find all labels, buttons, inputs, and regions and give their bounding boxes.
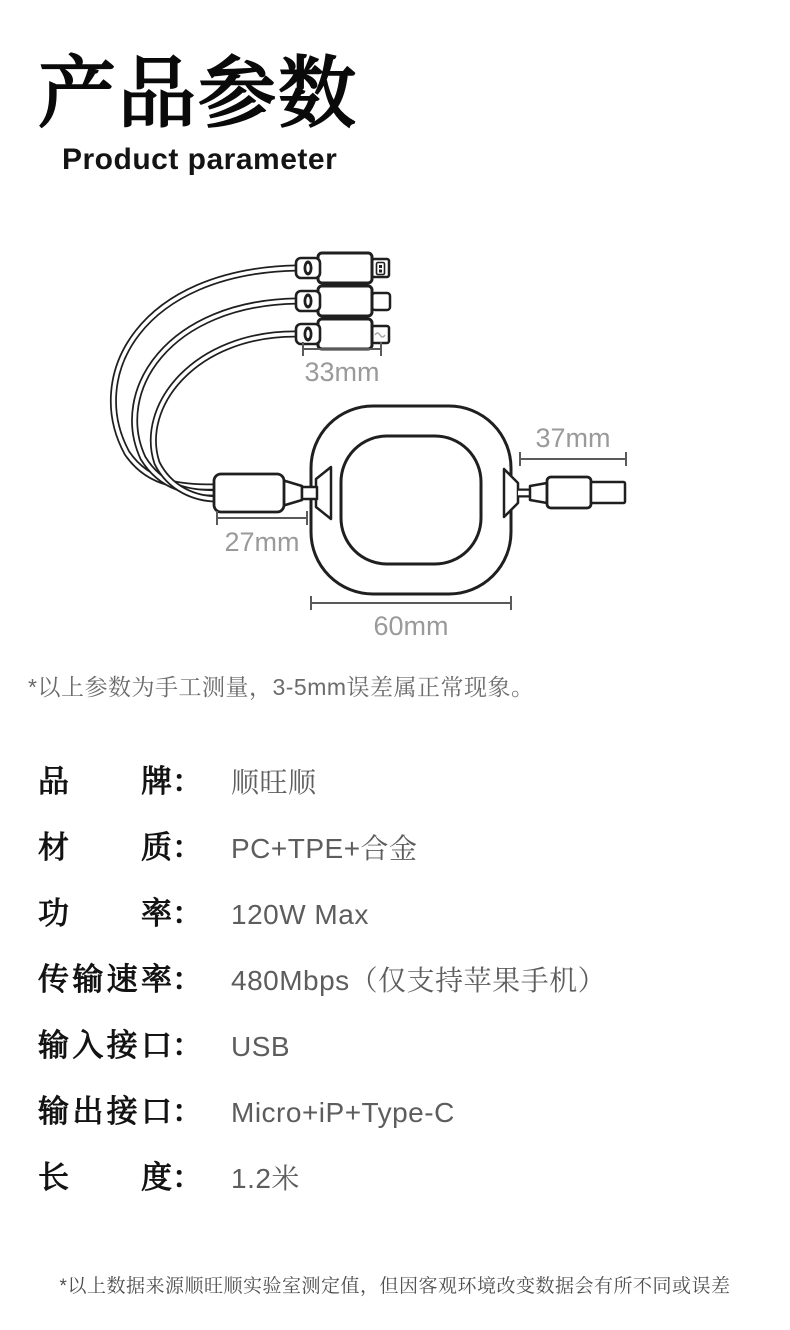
dimension-33mm bbox=[303, 342, 381, 387]
spec-value: 480Mbps（仅支持苹果手机） bbox=[231, 965, 607, 997]
spec-value: Micro+iP+Type-C bbox=[231, 1097, 455, 1129]
lightning-connector bbox=[296, 319, 389, 349]
spec-row bbox=[38, 888, 790, 932]
spec-value: 120W Max bbox=[231, 899, 369, 931]
spec-value: PC+TPE+合金 bbox=[231, 833, 418, 865]
reel-right-flange bbox=[504, 469, 518, 517]
dim-60mm-label: 60mm bbox=[373, 611, 449, 642]
spec-value: USB bbox=[231, 1031, 291, 1063]
measure-note: *以上参数为手工测量，3-5mm误差属正常现象。 bbox=[28, 674, 535, 701]
usb-a-plug bbox=[518, 477, 625, 508]
spec-label: 材 质 bbox=[38, 830, 172, 866]
page-subtitle: Product parameter bbox=[62, 143, 338, 177]
footer-note: *以上数据来源顺旺顺实验室测定值，但因客观环境改变数据会有所不同或误差 bbox=[59, 1276, 731, 1297]
spec-row bbox=[38, 954, 790, 998]
spec-value: 1.2米 bbox=[231, 1163, 300, 1195]
spec-row bbox=[38, 756, 790, 800]
spec-colon: ： bbox=[172, 1160, 203, 1196]
cable-bundle bbox=[113, 268, 297, 499]
spec-colon: ： bbox=[172, 1094, 203, 1130]
dim-33mm-label: 33mm bbox=[304, 357, 380, 388]
spec-row bbox=[38, 1086, 790, 1130]
spec-label: 输 入 接 口 bbox=[38, 1028, 172, 1064]
page-title: 产品参数 bbox=[38, 49, 359, 137]
spec-colon: ： bbox=[172, 962, 203, 998]
spec-value: 顺旺顺 bbox=[231, 767, 317, 799]
dimension-60mm bbox=[311, 596, 511, 641]
spec-row bbox=[38, 1152, 790, 1196]
splitter-joint bbox=[214, 474, 317, 512]
spec-colon: ： bbox=[172, 1028, 203, 1064]
retractable-reel bbox=[311, 406, 511, 594]
dimension-37mm bbox=[520, 423, 626, 466]
type-c-connector bbox=[296, 286, 390, 316]
header bbox=[0, 0, 790, 177]
spec-list bbox=[38, 756, 790, 1196]
spec-colon: ： bbox=[172, 896, 203, 932]
cable-diagram bbox=[0, 221, 790, 651]
spec-colon: ： bbox=[172, 764, 203, 800]
spec-label: 传 输 速 率 bbox=[38, 962, 172, 998]
spec-colon: ： bbox=[172, 830, 203, 866]
spec-row bbox=[38, 1020, 790, 1064]
dimension-27mm bbox=[217, 511, 307, 557]
dim-27mm-label: 27mm bbox=[224, 527, 300, 558]
spec-label: 功 率 bbox=[38, 896, 172, 932]
spec-label: 长 度 bbox=[38, 1160, 172, 1196]
micro-usb-connector bbox=[296, 253, 389, 283]
spec-label: 品 牌 bbox=[38, 764, 172, 800]
cable-diagram-svg bbox=[0, 221, 790, 651]
spec-label: 输 出 接 口 bbox=[38, 1094, 172, 1130]
dim-37mm-label: 37mm bbox=[535, 423, 611, 454]
spec-row bbox=[38, 822, 790, 866]
